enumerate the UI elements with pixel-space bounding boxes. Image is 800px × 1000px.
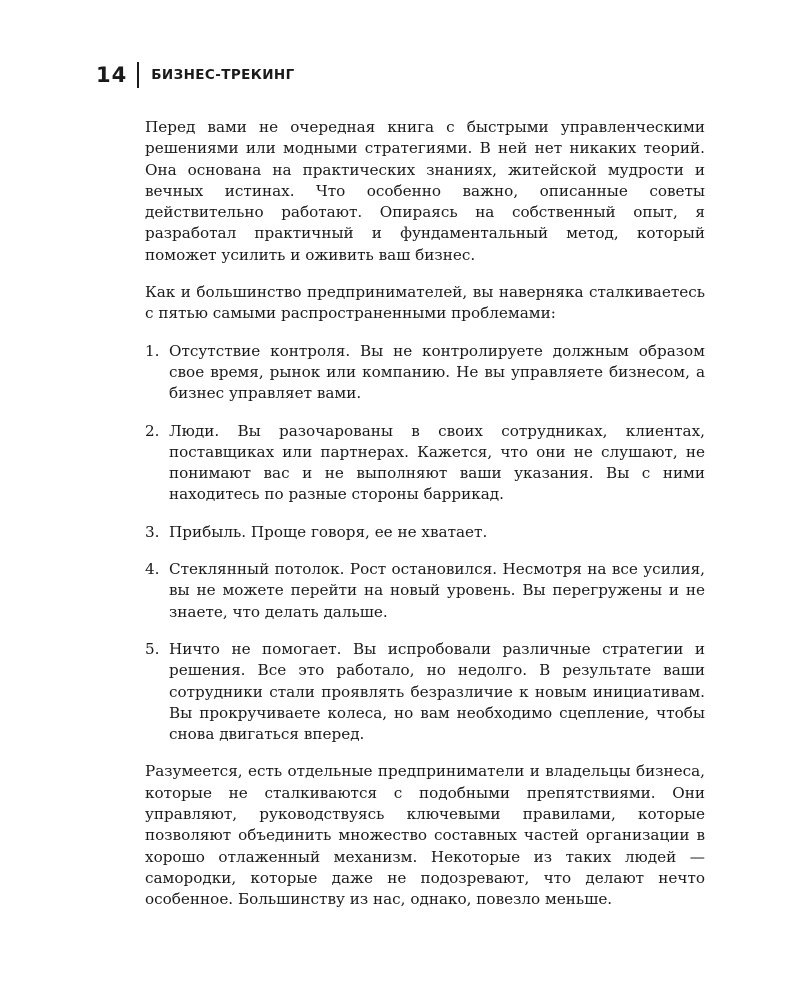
list-item: [145, 341, 705, 405]
list-item: [145, 522, 705, 543]
page-number: 14: [96, 63, 128, 87]
list-item-text: Стеклянный потолок. Рост остановился. Несмотря на все усилия, вы не можете перейти на новый уровень. Вы перегружены и не знаете, что делать дальше.: [169, 560, 705, 621]
list-item-number: 5.: [145, 639, 160, 658]
list-item-number: 3.: [145, 522, 160, 541]
list-item-text: Ничто не помогает. Вы испробовали различные стратегии и решения. Все это работало, но недолго. В результате ваши сотрудники стали проявлять безразличие к новым инициативам. Вы прокручиваете колеса, но вам необходимо сцепление, чтобы снова двигаться вперед.: [169, 639, 705, 744]
list-item: [145, 421, 705, 506]
page-header: [96, 60, 295, 90]
body-text: [145, 117, 705, 927]
list-item-number: 1.: [145, 341, 160, 360]
header-divider: [137, 62, 139, 88]
closing-paragraph: Разумеется, есть отдельные предприниматели и владельцы бизнеса, которые не сталкиваются с подобными препятствиями. Они управляют, руководствуясь ключевыми правилами, которые позволяют объединить множество составных частей организации в хорошо отлаженный механизм. Некоторые из таких людей — самородки, которые даже не подозревают, что делают нечто особенное. Большинству из нас, однако, повезло меньше.: [145, 762, 705, 909]
list-item: [145, 559, 705, 623]
problem-list: [145, 341, 705, 746]
list-item-number: 4.: [145, 560, 160, 579]
list-item-text: Люди. Вы разочарованы в своих сотрудниках, клиентах, поставщиках или партнерах. Кажется, что они не слушают, не понимают вас и не выполняют ваши указания. Вы с ними находитесь по разные стороны баррикад.: [169, 421, 705, 504]
list-item-text: Прибыль. Проще говоря, ее не хватает.: [169, 522, 488, 541]
list-item-number: 2.: [145, 421, 160, 440]
list-item-text: Отсутствие контроля. Вы не контролируете должным образом свое время, рынок или компанию. Не вы управляете бизнесом, а бизнес управляет вами.: [169, 341, 705, 403]
list-item: [145, 639, 705, 745]
intro-paragraph: Перед вами не очередная книга с быстрыми управленческими решениями или модными стратегиями. В ней нет никаких теорий. Она основана на практических знаниях, житейской мудрости и вечных истинах. Что особенно важно, описанные советы действительно работают. Опираясь на собственный опыт, я разработал практичный и фундаментальный метод, который поможет усилить и оживить ваш бизнес.: [145, 118, 705, 264]
running-title: БИЗНЕС-ТРЕКИНГ: [151, 67, 295, 83]
lead-in-paragraph: Как и большинство предпринимателей, вы наверняка сталкиваетесь с пятью самыми распространенными проблемами:: [145, 283, 705, 323]
